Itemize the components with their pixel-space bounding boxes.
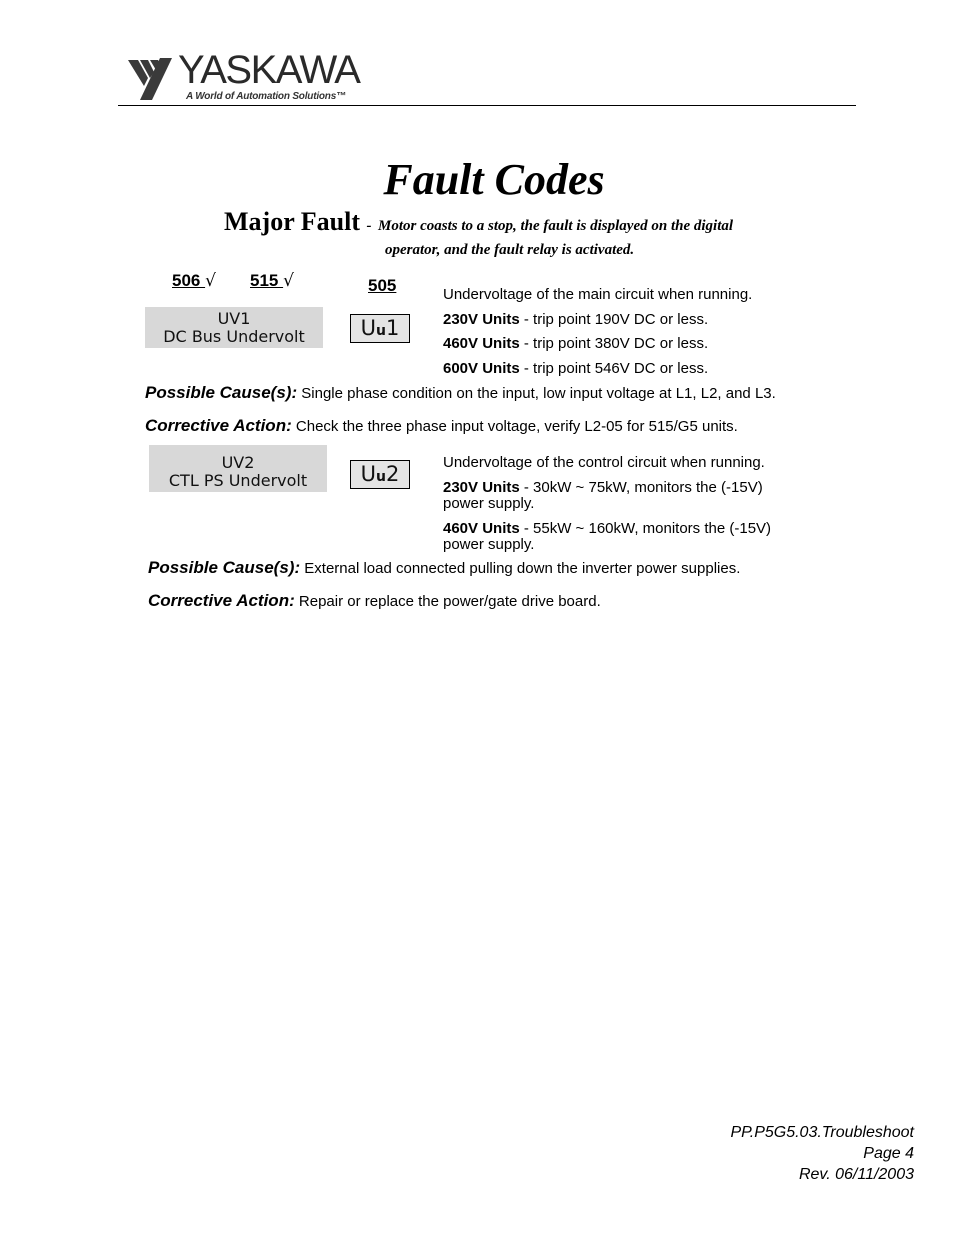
fault-uv1-unit-230 <box>443 312 708 328</box>
display-char-small: u <box>376 323 386 339</box>
section-desc-line2: operator, and the fault relay is activated. <box>385 242 635 258</box>
fault-uv1-cause <box>145 384 776 403</box>
page-title: Fault Codes <box>383 155 605 204</box>
fault-uv2-unit-460-cont: power supply. <box>443 536 535 553</box>
fault-uv1-desc: Undervoltage of the main circuit when running. <box>443 286 753 303</box>
model-515-label: 515 <box>250 271 284 290</box>
model-506 <box>172 271 216 291</box>
section-heading <box>224 206 733 238</box>
footer-revision: Rev. 06/11/2003 <box>798 1166 914 1183</box>
unit-label: 600V Units <box>443 360 520 377</box>
display-num: 1 <box>385 316 400 340</box>
unit-label: 230V Units <box>443 311 520 328</box>
fault-name: DC Bus Undervolt <box>163 327 305 346</box>
unit-text: - 55kW ~ 160kW, monitors the (-15V) <box>519 520 772 537</box>
section-dash: - <box>366 218 372 234</box>
unit-text: - 30kW ~ 75kW, monitors the (-15V) <box>519 479 763 496</box>
digital-display-uv1 <box>350 314 410 343</box>
footer-doc-id: PP.P5G5.03.Troubleshoot <box>730 1124 914 1141</box>
fault-uv2-unit-460 <box>443 521 771 537</box>
cause-label: Possible Cause(s): <box>145 383 298 402</box>
fault-uv2-unit-230 <box>443 480 763 496</box>
fault-uv2-desc: Undervoltage of the control circuit when running. <box>443 454 765 471</box>
unit-text: - trip point 546V DC or less. <box>519 360 709 377</box>
brand-name: YASKAWA <box>178 48 360 92</box>
fault-uv1-unit-460 <box>443 336 708 352</box>
check-mark-icon: √ <box>205 271 216 291</box>
header-divider <box>118 105 856 106</box>
unit-label: 460V Units <box>443 520 520 537</box>
display-char: U <box>360 462 377 486</box>
display-num: 2 <box>385 462 400 486</box>
fault-name: CTL PS Undervolt <box>168 471 308 490</box>
fault-uv2-box <box>149 445 327 492</box>
section-title: Major Fault <box>224 207 360 236</box>
action-label: Corrective Action: <box>145 416 292 435</box>
fault-uv1-unit-600 <box>443 361 708 377</box>
model-506-label: 506 <box>172 271 206 290</box>
action-text: Check the three phase input voltage, verify L2-05 for 515/G5 units. <box>291 418 738 435</box>
model-515 <box>250 271 294 291</box>
brand-tagline: A World of Automation Solutions™ <box>186 91 346 102</box>
action-label: Corrective Action: <box>148 591 295 610</box>
fault-uv2-unit-230-cont: power supply. <box>443 495 535 512</box>
footer-page-number: Page 4 <box>863 1145 914 1162</box>
fault-uv1-action <box>145 417 738 436</box>
page-footer <box>730 1122 914 1185</box>
display-char: U <box>360 316 377 340</box>
display-char-small: u <box>376 469 386 485</box>
unit-text: - trip point 190V DC or less. <box>519 311 709 328</box>
fault-code: UV1 <box>217 309 251 328</box>
unit-label: 230V Units <box>443 479 520 496</box>
yaskawa-logo-mark-icon <box>126 52 176 102</box>
fault-uv1-box <box>145 307 323 348</box>
model-505 <box>368 276 396 296</box>
fault-uv2-action <box>148 592 601 611</box>
model-505-label: 505 <box>368 276 397 295</box>
cause-text: External load connected pulling down the inverter power supplies. <box>300 560 741 577</box>
check-mark-icon: √ <box>283 271 294 291</box>
digital-display-uv2 <box>350 460 410 489</box>
section-desc-line1: Motor coasts to a stop, the fault is displayed on the digital <box>378 218 734 234</box>
fault-code: UV2 <box>221 453 255 472</box>
cause-text: Single phase condition on the input, low input voltage at L1, L2, and L3. <box>297 385 776 402</box>
fault-uv2-cause <box>148 559 740 578</box>
unit-text: - trip point 380V DC or less. <box>519 335 709 352</box>
cause-label: Possible Cause(s): <box>148 558 301 577</box>
action-text: Repair or replace the power/gate drive board. <box>294 593 601 610</box>
unit-label: 460V Units <box>443 335 520 352</box>
